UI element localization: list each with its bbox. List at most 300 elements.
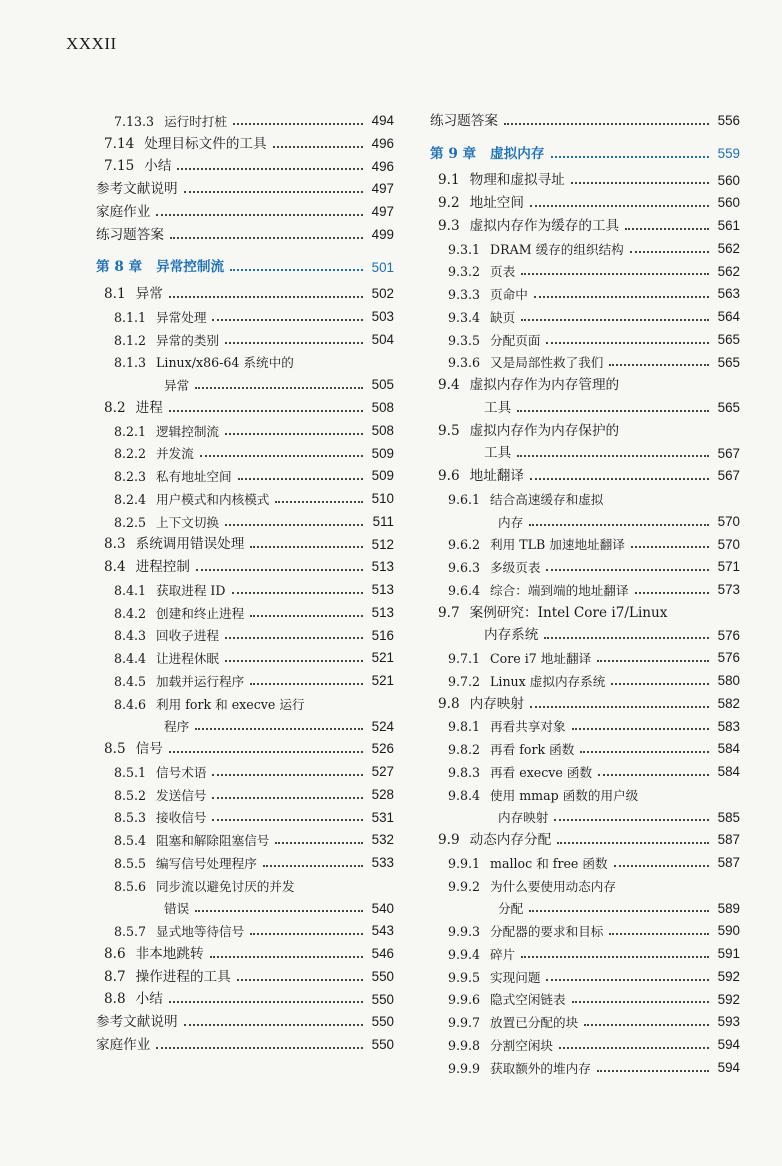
dot-leader	[530, 706, 709, 708]
toc-entry	[430, 211, 740, 234]
toc-entry-title: 私有地址空间	[156, 469, 232, 485]
toc-entry	[96, 461, 394, 484]
toc-entry	[430, 484, 740, 507]
dot-leader	[597, 1070, 709, 1072]
dot-leader	[195, 910, 363, 912]
toc-entry-page: 562	[717, 240, 740, 256]
toc-entry	[96, 439, 394, 462]
toc-entry	[430, 530, 740, 553]
toc-entry-title: 分割空闲块	[490, 1037, 554, 1053]
toc-entry-title: 接收信号	[156, 810, 207, 826]
dot-leader	[546, 569, 709, 571]
toc-entry-number: 8.2	[104, 399, 126, 416]
toc-entry-title: 信号	[135, 741, 163, 758]
toc-entry	[430, 643, 740, 666]
dot-leader	[529, 524, 709, 526]
dot-leader	[559, 1047, 709, 1049]
toc-entry	[430, 894, 740, 917]
toc-entry-page: 584	[717, 764, 740, 780]
toc-entry	[430, 325, 740, 348]
toc-entry-title: Linux 虚拟内存系统	[490, 673, 606, 689]
toc-entry-page: 499	[371, 226, 394, 242]
toc-entry	[96, 757, 394, 780]
toc-entry-number: 9.9.9	[448, 1060, 481, 1076]
toc-entry-title: 系统调用错误处理	[135, 536, 245, 553]
toc-entry-page: 563	[717, 286, 740, 302]
toc-entry	[430, 370, 740, 393]
toc-entry-title: 实现问题	[490, 969, 541, 985]
dot-leader	[196, 569, 363, 571]
toc-entry	[430, 825, 740, 848]
toc-entry-number: 8.3	[104, 536, 126, 553]
toc-entry	[96, 643, 394, 666]
toc-entry-title: 虚拟内存作为内存保护的	[469, 422, 620, 439]
toc-entry-page: 580	[717, 673, 740, 689]
toc-entry-page: 582	[717, 695, 740, 711]
toc-entry-number: 9.3.1	[448, 241, 481, 257]
dot-leader	[530, 205, 709, 207]
dot-leader	[572, 728, 709, 730]
toc-entry-page: 531	[371, 809, 394, 825]
toc-entry-number: 9.9.1	[448, 855, 481, 871]
toc-entry-number: 9.8	[438, 695, 460, 712]
dot-leader	[263, 865, 363, 867]
toc-entry	[96, 416, 394, 439]
toc-entry-title: 异常处理	[156, 309, 207, 325]
toc-entry-title: 多级页表	[490, 560, 541, 576]
toc-chapter-heading	[430, 139, 740, 162]
toc-entry-number: 9.9.4	[448, 946, 481, 962]
dot-leader	[184, 191, 363, 193]
dot-leader	[554, 819, 709, 821]
toc-entry-page: 502	[371, 286, 394, 302]
toc-entry-number: 9.9	[438, 832, 460, 849]
toc-entry-number: 9.3.4	[448, 309, 481, 325]
toc-entry	[96, 712, 394, 735]
toc-entry-number: 8.5.1	[114, 764, 147, 780]
toc-entry-page: 565	[717, 354, 740, 370]
toc-entry-page: 497	[371, 181, 394, 197]
toc-entry	[96, 325, 394, 348]
toc-entry-page: 533	[371, 855, 394, 871]
dot-leader	[232, 592, 364, 594]
toc-entry-number: 8.2.5	[114, 514, 147, 530]
toc-entry-number: 9.1	[438, 172, 460, 189]
toc-entry-title: 异常控制流	[156, 259, 225, 276]
toc-entry-title: 工具	[484, 445, 512, 462]
toc-entry	[430, 257, 740, 280]
toc-entry-title: 隐式空闲链表	[490, 992, 566, 1008]
dot-leader	[529, 910, 709, 912]
toc-entry	[430, 780, 740, 803]
toc-entry-page: 528	[371, 786, 394, 802]
toc-entry-page: 559	[717, 145, 740, 161]
dot-leader	[250, 615, 363, 617]
dot-leader	[530, 478, 709, 480]
dot-leader	[517, 410, 709, 412]
toc-entry-number: 9.4	[438, 377, 460, 394]
toc-entry	[96, 848, 394, 871]
toc-entry	[430, 598, 740, 621]
toc-entry-page: 573	[717, 582, 740, 598]
toc-entry	[430, 689, 740, 712]
toc-entry-page: 561	[717, 218, 740, 234]
toc-entry-page: 570	[717, 536, 740, 552]
toc-entry-title: 家庭作业	[96, 1036, 151, 1053]
toc-entry-page: 570	[717, 513, 740, 529]
dot-leader	[195, 387, 363, 389]
dot-leader	[169, 410, 363, 412]
dot-leader	[230, 269, 363, 271]
dot-leader	[630, 251, 709, 253]
toc-entry-page: 513	[371, 582, 394, 598]
toc-entry	[430, 666, 740, 689]
toc-entry-title: 让进程休眠	[156, 651, 220, 667]
toc-entry	[430, 757, 740, 780]
toc-entry-number: 8.1.2	[114, 332, 147, 348]
toc-entry-page: 503	[371, 309, 394, 325]
toc-entry-number: 8.4.4	[114, 651, 147, 667]
toc-entry-page: 571	[717, 559, 740, 575]
toc-entry	[430, 439, 740, 462]
dot-leader	[225, 433, 363, 435]
toc-entry-number: 8.2.3	[114, 469, 147, 485]
toc-entry-title: 编写信号处理程序	[156, 855, 257, 871]
toc-entry-title: 页表	[490, 264, 516, 280]
toc-entry-page: 516	[371, 627, 394, 643]
toc-entry	[430, 166, 740, 189]
dot-leader	[504, 123, 709, 125]
toc-entry-number: 8.5.3	[114, 810, 147, 826]
toc-entry-number: 8.5	[104, 741, 126, 758]
toc-entry-number: 8.1	[104, 286, 126, 303]
toc-entry-title: 地址翻译	[469, 468, 524, 485]
toc-entry-number: 9.6.4	[448, 582, 481, 598]
toc-entry-number: 8.5.6	[114, 878, 147, 894]
dot-leader	[521, 319, 709, 321]
toc-entry-page: 562	[717, 263, 740, 279]
toc-entry-title: 练习题答案	[96, 226, 164, 243]
toc-entry-page: 567	[717, 468, 740, 484]
dot-leader	[212, 819, 363, 821]
toc-entry-number: 9.2	[438, 195, 460, 212]
toc-entry	[430, 348, 740, 371]
dot-leader	[635, 592, 709, 594]
toc-entry-page: 589	[717, 900, 740, 916]
toc-entry	[96, 689, 394, 712]
toc-entry-number: 第 9 章	[430, 145, 477, 162]
toc-entry-number: 9.6.1	[448, 491, 481, 507]
toc-entry	[96, 530, 394, 553]
toc-entry	[430, 803, 740, 826]
toc-entry-title: 练习题答案	[430, 112, 498, 129]
toc-entry-page: 505	[371, 377, 394, 393]
toc-entry	[96, 152, 394, 175]
toc-entry-page: 592	[717, 991, 740, 1007]
toc-entry-title: 获取额外的堆内存	[490, 1060, 591, 1076]
toc-entry-title: Linux/x86-64 系统中的	[156, 355, 294, 371]
toc-entry	[430, 106, 740, 129]
toc-entry-title: 并发流	[156, 446, 194, 462]
dot-leader	[598, 774, 709, 776]
toc-entry-number: 9.3.2	[448, 264, 481, 280]
dot-leader	[631, 546, 709, 548]
toc-column-left	[96, 106, 394, 1053]
toc-entry-title: 内存系统	[484, 627, 539, 644]
toc-entry-page: 594	[717, 1037, 740, 1053]
dot-leader	[517, 455, 709, 457]
toc-entry	[430, 234, 740, 257]
toc-entry	[430, 188, 740, 211]
toc-entry	[96, 370, 394, 393]
toc-entry-page: 587	[717, 855, 740, 871]
toc-entry	[96, 621, 394, 644]
toc-entry-page: 511	[372, 513, 394, 529]
dot-leader	[250, 933, 363, 935]
toc-entry	[96, 1030, 394, 1053]
toc-entry-title: 回收子进程	[156, 628, 220, 644]
toc-column-right	[430, 106, 740, 1076]
toc-entry	[430, 985, 740, 1008]
toc-entry-page: 565	[717, 400, 740, 416]
dot-leader	[625, 228, 709, 230]
toc-entry-number: 8.7	[104, 968, 126, 985]
toc-entry	[96, 106, 394, 129]
toc-entry	[96, 962, 394, 985]
toc-entry-page: 527	[371, 764, 394, 780]
toc-entry-page: 576	[717, 627, 740, 643]
toc-entry-title: 阻塞和解除阻塞信号	[156, 833, 270, 849]
toc-entry	[430, 393, 740, 416]
toc-entry	[430, 552, 740, 575]
dot-leader	[156, 214, 363, 216]
dot-leader	[250, 683, 363, 685]
dot-leader	[169, 751, 363, 753]
toc-entry	[96, 552, 394, 575]
toc-entry-page: 513	[371, 559, 394, 575]
toc-entry-page: 509	[371, 445, 394, 461]
toc-entry-page: 584	[717, 741, 740, 757]
dot-leader	[225, 524, 363, 526]
toc-entry-number: 9.3.6	[448, 355, 481, 371]
toc-entry-page: 550	[371, 1014, 394, 1030]
toc-entry	[96, 894, 394, 917]
toc-entry-number: 9.5	[438, 422, 460, 439]
toc-entry-page: 504	[371, 331, 394, 347]
toc-entry-number: 9.9.5	[448, 969, 481, 985]
toc-entry-page: 560	[717, 195, 740, 211]
dot-leader	[210, 956, 363, 958]
toc-entry-page: 556	[717, 113, 740, 129]
dot-leader	[557, 842, 709, 844]
toc-entry-page: 585	[717, 809, 740, 825]
toc-entry-title: 综合：端到端的地址翻译	[490, 582, 629, 598]
toc-entry-number: 8.5.4	[114, 833, 147, 849]
toc-entry-title: 错误	[164, 901, 190, 917]
toc-entry-page: 583	[717, 718, 740, 734]
toc-entry-title: 物理和虚拟寻址	[469, 172, 565, 189]
dot-leader	[597, 660, 709, 662]
toc-entry	[96, 985, 394, 1008]
toc-entry-title: 异常	[135, 286, 163, 303]
toc-entry-title: malloc 和 free 函数	[490, 855, 608, 871]
dot-leader	[200, 455, 363, 457]
toc-entry-page: 550	[371, 1037, 394, 1053]
dot-leader	[551, 156, 710, 158]
toc-entry-number: 9.9.7	[448, 1015, 481, 1031]
toc-entry-title: 分配	[498, 901, 524, 917]
toc-entry	[430, 302, 740, 325]
toc-entry-number: 8.5.7	[114, 924, 147, 940]
toc-entry-number: 9.8.2	[448, 742, 481, 758]
toc-entry-page: 508	[371, 422, 394, 438]
toc-entry	[430, 916, 740, 939]
toc-entry-number: 9.6	[438, 468, 460, 485]
toc-entry	[430, 416, 740, 439]
toc-entry	[430, 962, 740, 985]
toc-entry	[96, 803, 394, 826]
toc-entry	[430, 734, 740, 757]
dot-leader	[584, 1024, 709, 1026]
dot-leader	[212, 319, 363, 321]
toc-entry	[96, 129, 394, 152]
toc-entry-title: 逻辑控制流	[156, 423, 220, 439]
toc-entry-page: 521	[371, 650, 394, 666]
dot-leader	[250, 546, 363, 548]
toc-entry-number: 9.9.2	[448, 878, 481, 894]
toc-entry-title: DRAM 缓存的组织结构	[490, 241, 624, 257]
toc-entry-number: 第 8 章	[96, 259, 143, 276]
toc-entry-number: 8.8	[104, 991, 126, 1008]
toc-entry	[96, 393, 394, 416]
toc-entry-title: 工具	[484, 399, 512, 416]
dot-leader	[521, 273, 709, 275]
toc-entry-number: 8.6	[104, 945, 126, 962]
toc-entry-title: 家庭作业	[96, 203, 151, 220]
toc-entry-number: 9.9.3	[448, 924, 481, 940]
toc-entry-title: 案例研究：Intel Core i7/Linux	[469, 604, 668, 621]
dot-leader	[212, 797, 363, 799]
toc-entry-number: 9.6.2	[448, 537, 481, 553]
toc-entry	[96, 666, 394, 689]
toc-entry-title: 信号术语	[156, 764, 207, 780]
dot-leader	[212, 774, 363, 776]
toc-entry	[96, 575, 394, 598]
dot-leader	[184, 1024, 363, 1026]
toc-entry-title: 虚拟内存	[490, 145, 545, 162]
toc-entry-number: 9.3.5	[448, 332, 481, 348]
dot-leader	[225, 342, 363, 344]
toc-entry-title: 结合高速缓存和虚拟	[490, 491, 604, 507]
toc-entry	[96, 174, 394, 197]
toc-entry-title: 内存	[498, 514, 524, 530]
toc-entry-title: 再看 execve 函数	[490, 764, 593, 780]
toc-entry-page: 587	[717, 832, 740, 848]
toc-entry-page: 508	[371, 400, 394, 416]
toc-entry-title: 再看 fork 函数	[490, 742, 575, 758]
dot-leader	[572, 1001, 709, 1003]
toc-entry-title: 用户模式和内核模式	[156, 491, 270, 507]
dot-leader	[225, 660, 363, 662]
toc-entry-number: 8.4.5	[114, 673, 147, 689]
toc-entry-page: 591	[717, 946, 740, 962]
toc-entry-page: 524	[371, 718, 394, 734]
dot-leader	[544, 637, 709, 639]
dot-leader	[273, 146, 363, 148]
dot-leader	[611, 683, 709, 685]
toc-entry	[96, 197, 394, 220]
toc-entry-title: Core i7 地址翻译	[490, 651, 592, 667]
toc-entry-number: 9.7.2	[448, 673, 481, 689]
dot-leader	[546, 342, 709, 344]
toc-entry-number: 8.2.1	[114, 423, 147, 439]
toc-entry	[96, 279, 394, 302]
toc-entry	[96, 507, 394, 530]
toc-entry-title: 虚拟内存作为缓存的工具	[469, 217, 620, 234]
toc-entry-title: 加载并运行程序	[156, 673, 245, 689]
toc-entry-title: 缺页	[490, 309, 516, 325]
dot-leader	[177, 168, 363, 170]
toc-entry-title: 进程控制	[135, 559, 190, 576]
dot-leader	[237, 979, 363, 981]
toc-entry-page: 532	[371, 832, 394, 848]
dot-leader	[156, 1047, 363, 1049]
toc-entry	[430, 939, 740, 962]
toc-entry	[96, 871, 394, 894]
toc-entry-number: 8.1.1	[114, 309, 147, 325]
dot-leader	[609, 933, 709, 935]
toc-entry-title: 利用 TLB 加速地址翻译	[490, 537, 625, 553]
toc-entry-number: 7.15	[104, 158, 135, 175]
toc-entry-number: 9.8.4	[448, 787, 481, 803]
dot-leader	[580, 751, 709, 753]
toc-entry-title: 异常	[164, 378, 190, 394]
toc-entry	[96, 598, 394, 621]
toc-entry-title: 运行时打桩	[164, 113, 228, 129]
toc-entry	[96, 825, 394, 848]
toc-entry	[96, 939, 394, 962]
toc-entry-page: 540	[371, 900, 394, 916]
toc-entry-page: 560	[717, 172, 740, 188]
toc-entry-number: 8.5.5	[114, 855, 147, 871]
dot-leader	[546, 979, 709, 981]
toc-entry	[430, 1053, 740, 1076]
toc-entry	[96, 348, 394, 371]
dot-leader	[169, 296, 363, 298]
toc-entry-title: 操作进程的工具	[135, 968, 231, 985]
toc-entry-title: 又是局部性救了我们	[490, 355, 604, 371]
toc-entry-title: 为什么要使用动态内存	[490, 878, 616, 894]
dot-leader	[233, 123, 363, 125]
toc-entry-number: 9.9.6	[448, 992, 481, 1008]
toc-entry	[430, 712, 740, 735]
toc-entry-number: 9.9.8	[448, 1037, 481, 1053]
dot-leader	[238, 478, 363, 480]
toc-entry-title: 虚拟内存作为内存管理的	[469, 377, 620, 394]
toc-entry-page: 593	[717, 1014, 740, 1030]
toc-entry-page: 496	[371, 135, 394, 151]
dot-leader	[521, 956, 709, 958]
toc-entry-title: 动态内存分配	[469, 832, 552, 849]
toc-entry-page: 509	[371, 468, 394, 484]
toc-entry-number: 8.2.4	[114, 491, 147, 507]
toc-entry-title: 同步流以避免讨厌的并发	[156, 878, 295, 894]
toc-entry-title: 参考文献说明	[96, 181, 178, 198]
toc-entry-page: 521	[371, 673, 394, 689]
toc-entry-title: 内存映射	[498, 810, 549, 826]
dot-leader	[170, 237, 363, 239]
toc-entry	[96, 1007, 394, 1030]
